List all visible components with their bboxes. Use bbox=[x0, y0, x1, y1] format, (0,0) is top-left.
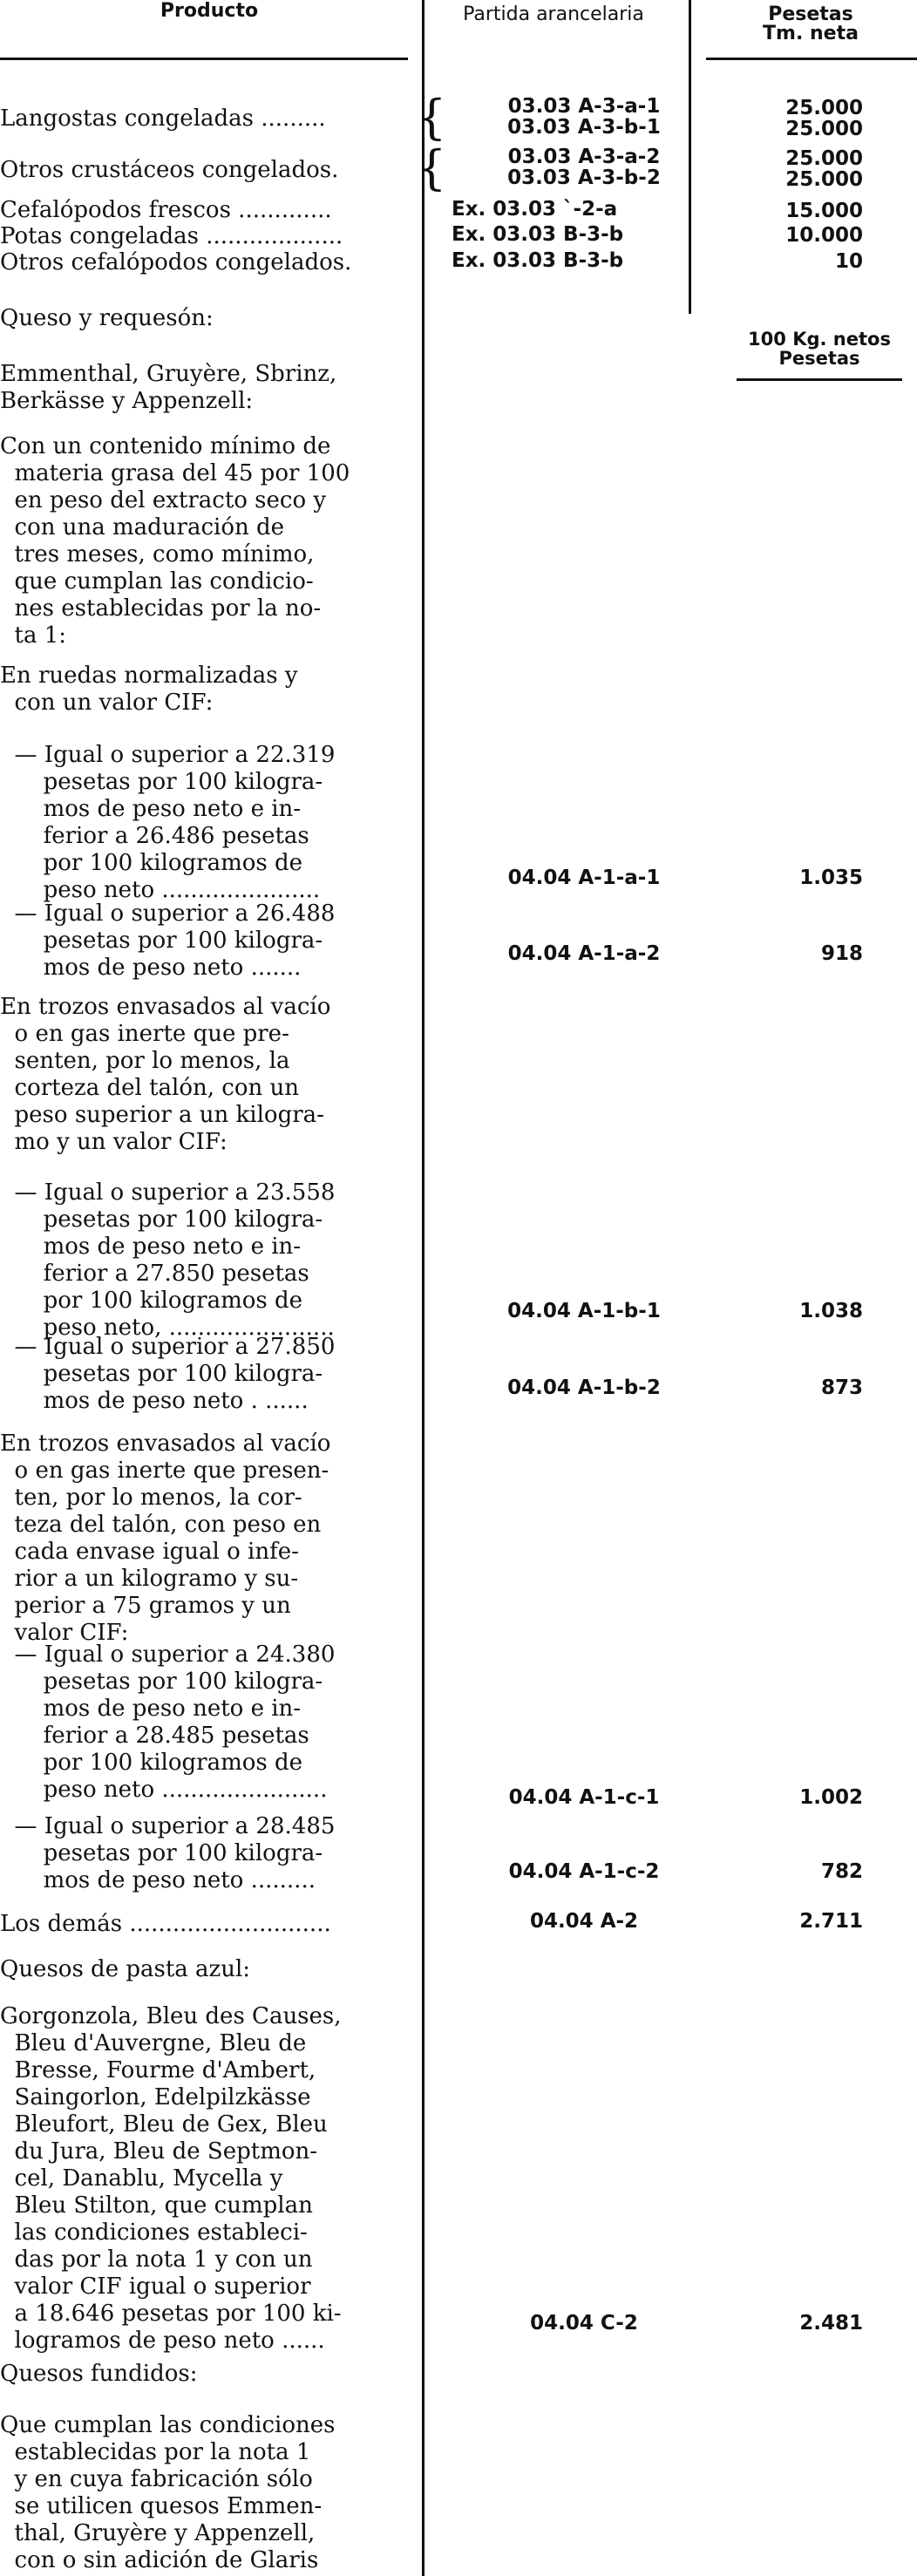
code-a-1-a-2: 04.04 A-1-a-2 bbox=[507, 942, 661, 965]
subsection-emmenthal: Emmenthal, Gruyère, Sbrinz, Berkässe y Appenzell: bbox=[0, 361, 337, 414]
header-pesetas-line1: Pesetas bbox=[768, 3, 853, 25]
unit-header-line1: 100 Kg. netos bbox=[748, 329, 891, 350]
product-otros-crustaceos: Otros crustáceos congelados. bbox=[0, 157, 339, 183]
text-trozos-inferior-kg: En trozos envasados al vacío o en gas inerte que presen- ten, por lo menos, la cor- teza del talón, con peso en cada envase igual o infe- rior a un kilogramo y su- perior a 75 gramos y un valor CIF: bbox=[0, 1431, 331, 1646]
text-trozos-superior-kg: En trozos envasados al vacío o en gas inerte que pre- senten, por lo menos, la corteza del talón, con un peso superior a un kilogra- mo y un valor CIF: bbox=[0, 994, 331, 1155]
value-cefalopodos-frescos: 15.000 bbox=[785, 200, 863, 222]
product-langostas: Langostas congeladas ......... bbox=[0, 105, 326, 132]
value-langostas: 25.000 25.000 bbox=[785, 97, 863, 140]
brace-langostas: { bbox=[417, 90, 447, 145]
text-contenido-minimo: Con un contenido mínimo de materia grasa del 45 por 100 en peso del extracto seco y con una maduración de tres meses, como mínimo, que cumplan las condicio- nes establecidas por la no- ta 1: bbox=[0, 433, 350, 649]
product-cefalopodos-frescos: Cefalópodos frescos ............. bbox=[0, 197, 332, 223]
value-a-1-c-2: 782 bbox=[820, 1860, 863, 1883]
value-potas-congeladas: 10.000 bbox=[785, 224, 863, 247]
product-otros-cefalopodos: Otros cefalópodos congelados. bbox=[0, 249, 352, 275]
code-langostas: 03.03 A-3-a-1 03.03 A-3-b-1 bbox=[507, 95, 661, 139]
product-a-1-a-1: — Igual o superior a 22.319 pesetas por 100 kilogra- mos de peso neto e in- ferior a 26.486 pesetas por 100 kilogramos de peso neto ...................... bbox=[14, 742, 336, 903]
product-a-1-a-2: — Igual o superior a 26.488 pesetas por 100 kilogra- mos de peso neto ....... bbox=[14, 901, 336, 981]
product-a-1-b-2: — Igual o superior a 27.850 pesetas por 100 kilogra- mos de peso neto . ...... bbox=[14, 1334, 336, 1414]
section-queso-requeson: Queso y requesón: bbox=[0, 305, 214, 331]
unit-header-line2: Pesetas bbox=[778, 348, 860, 369]
brace-crustaceos: { bbox=[417, 140, 447, 195]
unit-header-rule bbox=[737, 378, 902, 381]
value-a-1-b-1: 1.038 bbox=[799, 1300, 863, 1322]
value-a-1-a-1: 1.035 bbox=[799, 867, 863, 889]
text-que-cumplan: Que cumplan las condiciones establecidas por la nota 1 y en cuya fabricación sólo se utilicen quesos Emmen- thal, Gruyère y Appenzell, con o sin adición de Glaris bbox=[0, 2412, 336, 2573]
code-a-1-c-1: 04.04 A-1-c-1 bbox=[508, 1786, 660, 1809]
section-quesos-pasta-azul: Quesos de pasta azul: bbox=[0, 1956, 251, 1982]
value-c-2: 2.481 bbox=[799, 2312, 863, 2335]
text-ruedas-normalizadas: En ruedas normalizadas y con un valor CIF: bbox=[0, 663, 298, 716]
code-cefalopodos-frescos: Ex. 03.03 `-2-a bbox=[452, 198, 618, 221]
value-otros-crustaceos: 25.000 25.000 bbox=[785, 147, 863, 191]
code-c-2: 04.04 C-2 bbox=[530, 2312, 638, 2335]
code-a-1-b-1: 04.04 A-1-b-1 bbox=[507, 1300, 661, 1322]
header-partida: Partida arancelaria bbox=[463, 3, 644, 25]
code-potas-congeladas: Ex. 03.03 B-3-b bbox=[452, 223, 624, 246]
value-otros-cefalopodos: 10 bbox=[834, 250, 863, 273]
header-rule-pesetas bbox=[706, 58, 917, 60]
code-a-1-c-2: 04.04 A-1-c-2 bbox=[508, 1860, 660, 1883]
section-quesos-fundidos: Quesos fundidos: bbox=[0, 2361, 198, 2387]
header-producto: Producto bbox=[160, 0, 259, 22]
column-divider-right bbox=[689, 0, 691, 314]
code-otros-crustaceos: 03.03 A-3-a-2 03.03 A-3-b-2 bbox=[507, 146, 661, 189]
product-potas-congeladas: Potas congeladas ................... bbox=[0, 223, 343, 249]
product-a-1-c-1: — Igual o superior a 24.380 pesetas por 100 kilogra- mos de peso neto e in- ferior a 28.485 pesetas por 100 kilogramos de peso neto ....................... bbox=[14, 1641, 336, 1803]
column-divider-left bbox=[422, 0, 425, 2576]
code-los-demas: 04.04 A-2 bbox=[529, 1910, 639, 1933]
value-a-1-b-2: 873 bbox=[820, 1376, 863, 1399]
product-gorgonzola: Gorgonzola, Bleu des Causes, Bleu d'Auvergne, Bleu de Bresse, Fourme d'Ambert, Saingorlon, Edelpilzkässe Bleufort, Bleu de Gex, Bleu du Jura, Bleu de Septmon- cel, Danablu, Mycella y Bleu Stilton, que cumplan las condiciones estableci- das por la nota 1 y con un valor CIF igual o superior a 18.646 pesetas por 100 ki- logramos de peso neto ...... bbox=[0, 2003, 342, 2354]
code-a-1-b-2: 04.04 A-1-b-2 bbox=[507, 1376, 661, 1399]
code-a-1-a-1: 04.04 A-1-a-1 bbox=[507, 867, 661, 889]
product-a-1-b-1: — Igual o superior a 23.558 pesetas por 100 kilogra- mos de peso neto e in- ferior a 27.850 pesetas por 100 kilogramos de peso neto, ....................... bbox=[14, 1179, 336, 1341]
value-los-demas: 2.711 bbox=[799, 1910, 863, 1933]
value-a-1-a-2: 918 bbox=[820, 942, 863, 965]
code-otros-cefalopodos: Ex. 03.03 B-3-b bbox=[452, 249, 624, 272]
header-rule-producto bbox=[0, 58, 408, 60]
header-pesetas-line2: Tm. neta bbox=[763, 23, 859, 44]
product-a-1-c-2: — Igual o superior a 28.485 pesetas por 100 kilogra- mos de peso neto ......... bbox=[14, 1813, 336, 1893]
value-a-1-c-1: 1.002 bbox=[799, 1786, 863, 1809]
product-los-demas: Los demás ............................ bbox=[0, 1911, 331, 1937]
